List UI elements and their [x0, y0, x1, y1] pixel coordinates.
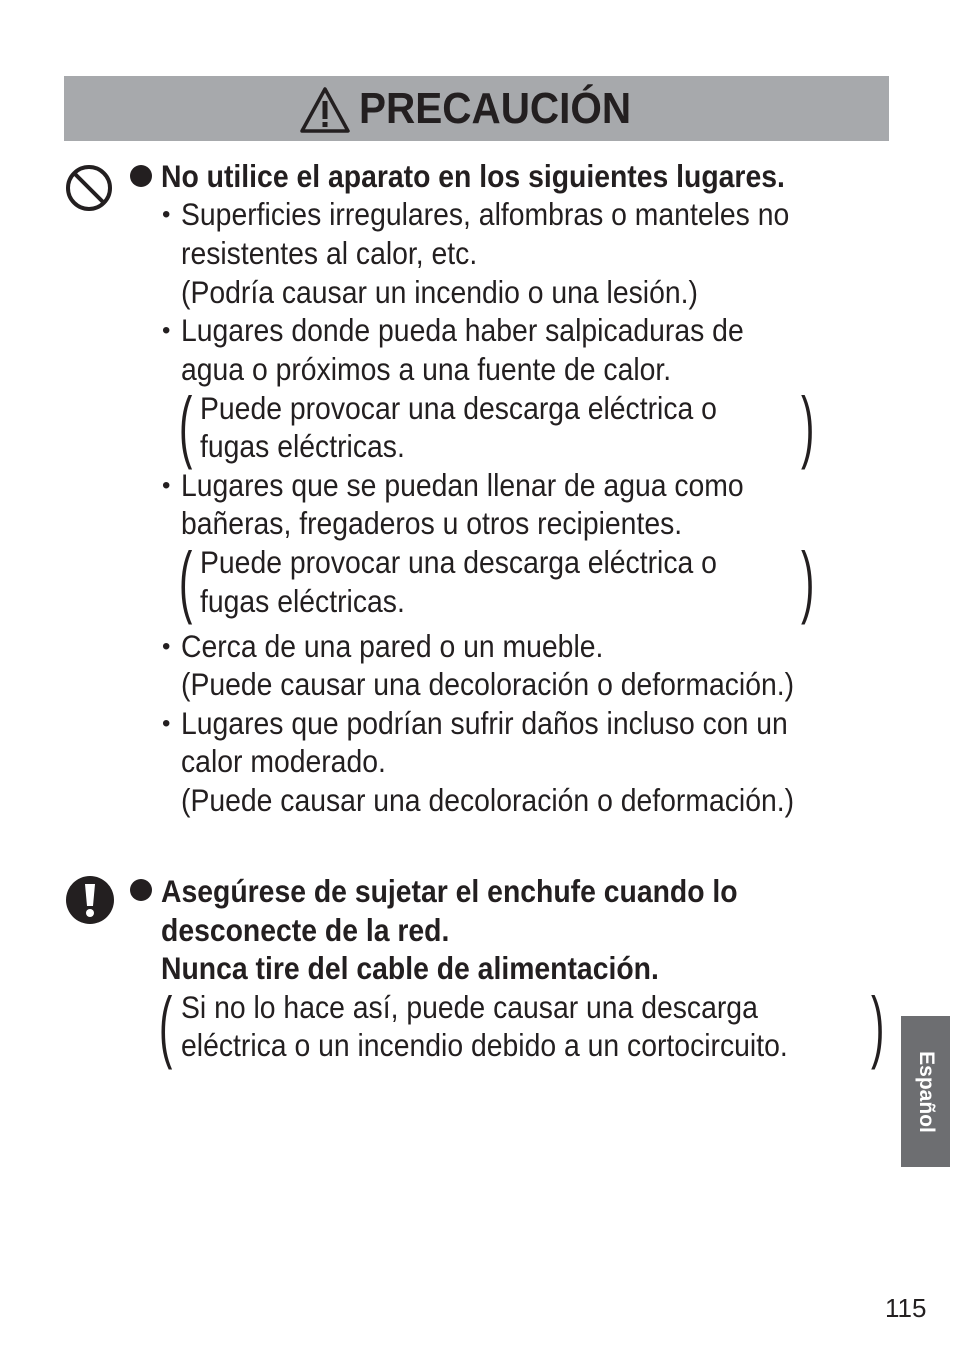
- item2-note-line2: fugas eléctricas.: [200, 428, 405, 464]
- section2-note-paren-open: (: [159, 981, 173, 1070]
- item2-line1: Lugares donde pueda haber salpicaduras de: [181, 312, 744, 348]
- item2-note-line1: Puede provocar una descarga eléctrica o: [200, 390, 717, 426]
- item3-note-line2: fugas eléctricas.: [200, 583, 405, 619]
- section2-note-line2: eléctrica o un incendio debido a un cortocircuito.: [181, 1027, 788, 1063]
- item2-line2: agua o próximos a una fuente de calor.: [181, 351, 672, 387]
- prohibited-icon: [64, 163, 114, 213]
- bullet: •: [162, 317, 171, 344]
- section2-heading-line1: Asegúrese de sujetar el enchufe cuando lo: [161, 873, 738, 909]
- item5-note: (Puede causar una decoloración o deformación.): [181, 782, 795, 818]
- item2-note-paren-open: (: [179, 381, 193, 470]
- bullet: •: [162, 633, 171, 660]
- item1-line1: Superficies irregulares, alfombras o manteles no: [181, 196, 790, 232]
- section1-heading: No utilice el aparato en los siguientes lugares.: [161, 158, 785, 194]
- language-label: Español: [914, 1050, 938, 1133]
- mandatory-exclamation-icon: [65, 875, 115, 925]
- item3-note-paren-open: (: [179, 536, 193, 625]
- section2-heading-line2: desconecte de la red.: [161, 912, 450, 948]
- item1-note: (Podría causar un incendio o una lesión.): [181, 274, 698, 310]
- item3-note-line1: Puede provocar una descarga eléctrica o: [200, 544, 717, 580]
- heading-bullet-dot: [130, 165, 152, 187]
- caution-banner: [64, 76, 889, 141]
- item1-line2: resistentes al calor, etc.: [181, 235, 478, 271]
- item3-line1: Lugares que se puedan llenar de agua como: [181, 467, 744, 503]
- item2-note-paren-close: ): [801, 381, 815, 470]
- section2-note-line1: Si no lo hace así, puede causar una descarga: [181, 989, 758, 1025]
- item3-line2: bañeras, fregaderos u otros recipientes.: [181, 505, 683, 541]
- heading-bullet-dot: [130, 879, 152, 901]
- item4-line1: Cerca de una pared o un mueble.: [181, 628, 604, 664]
- item4-note: (Puede causar una decoloración o deformación.): [181, 666, 795, 702]
- item3-note-paren-close: ): [801, 536, 815, 625]
- language-side-tab: [901, 1016, 950, 1167]
- item5-line2: calor moderado.: [181, 743, 386, 779]
- section2-note-paren-close: ): [871, 981, 885, 1070]
- page-title: PRECAUCIÓN: [358, 83, 631, 133]
- warning-triangle-icon: [299, 86, 351, 134]
- item5-line1: Lugares que podrían sufrir daños incluso con un: [181, 705, 788, 741]
- bullet: •: [162, 472, 171, 499]
- page-number: 115: [885, 1293, 927, 1323]
- bullet: •: [162, 201, 171, 228]
- section2-heading-line3: Nunca tire del cable de alimentación.: [161, 950, 659, 986]
- bullet: •: [162, 710, 171, 737]
